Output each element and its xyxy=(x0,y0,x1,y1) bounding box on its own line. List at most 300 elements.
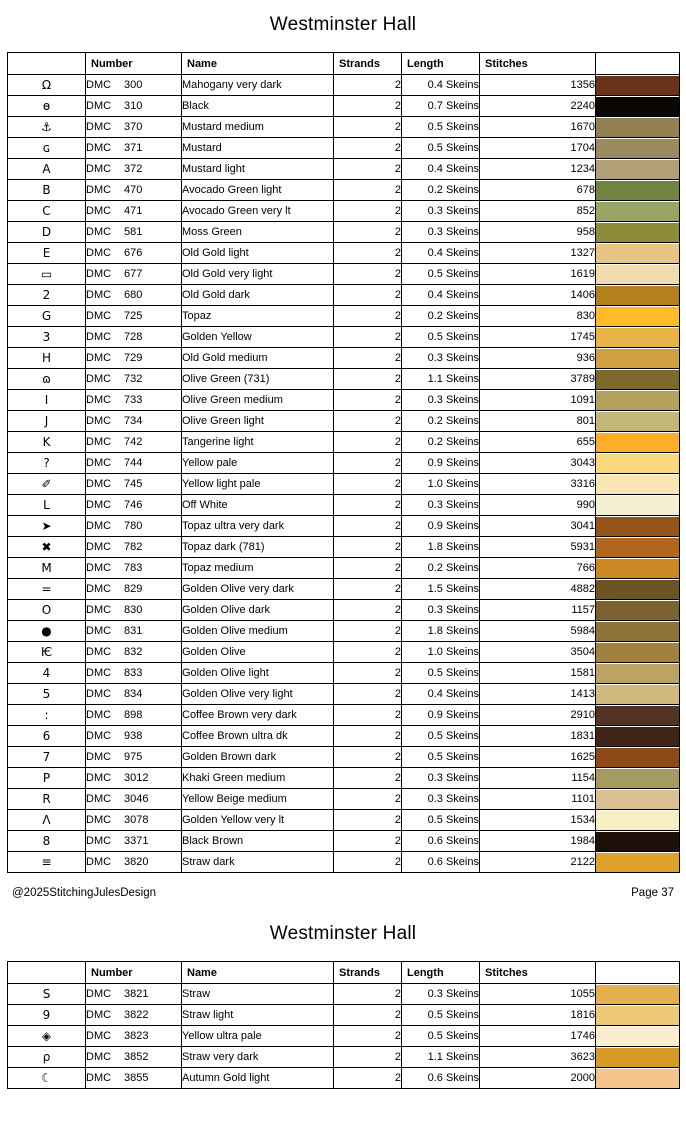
brand-label: DMC xyxy=(86,1030,112,1042)
color-swatch-cell xyxy=(596,411,680,432)
strands-cell: 2 xyxy=(334,285,402,306)
length-cell: 0.6 Skeins xyxy=(402,1068,480,1089)
number-cell xyxy=(86,558,182,579)
strands-cell: 2 xyxy=(334,1068,402,1089)
length-cell: 0.5 Skeins xyxy=(402,1005,480,1026)
symbol-cell: 3 xyxy=(8,327,86,348)
table-row xyxy=(8,747,680,768)
color-name-cell: Topaz dark (781) xyxy=(182,537,334,558)
stitches-cell: 1154 xyxy=(480,768,596,789)
number-cell xyxy=(86,306,182,327)
length-cell: 1.1 Skeins xyxy=(402,369,480,390)
color-swatch xyxy=(596,1048,679,1067)
symbol-cell: ≡ xyxy=(8,852,86,873)
column-header-number: Number xyxy=(86,962,182,984)
length-cell: 0.3 Skeins xyxy=(402,768,480,789)
table-row xyxy=(8,831,680,852)
table-row xyxy=(8,411,680,432)
number-cell xyxy=(86,1068,182,1089)
symbol-cell: ɢ xyxy=(8,138,86,159)
strands-cell: 2 xyxy=(334,558,402,579)
code-label: 733 xyxy=(124,394,143,406)
symbol-cell: ρ xyxy=(8,1047,86,1068)
symbol-cell: E xyxy=(8,243,86,264)
number-cell xyxy=(86,432,182,453)
strands-cell: 2 xyxy=(334,96,402,117)
stitches-cell: 1619 xyxy=(480,264,596,285)
symbol-cell: G xyxy=(8,306,86,327)
strands-cell: 2 xyxy=(334,306,402,327)
brand-label: DMC xyxy=(86,331,112,343)
strands-cell: 2 xyxy=(334,663,402,684)
document-page xyxy=(0,909,686,1103)
table-row xyxy=(8,453,680,474)
code-label: 470 xyxy=(124,184,143,196)
color-swatch-cell xyxy=(596,789,680,810)
length-cell: 0.6 Skeins xyxy=(402,852,480,873)
color-swatch xyxy=(596,748,679,767)
number-cell xyxy=(86,852,182,873)
page-spacer xyxy=(0,1089,686,1103)
number-cell xyxy=(86,600,182,621)
length-cell: 0.5 Skeins xyxy=(402,810,480,831)
table-row xyxy=(8,348,680,369)
strands-cell: 2 xyxy=(334,327,402,348)
stitches-cell: 1670 xyxy=(480,117,596,138)
color-swatch-cell xyxy=(596,705,680,726)
table-row xyxy=(8,684,680,705)
length-cell: 1.5 Skeins xyxy=(402,579,480,600)
color-swatch xyxy=(596,244,679,263)
length-cell: 0.2 Skeins xyxy=(402,180,480,201)
stitches-cell: 2122 xyxy=(480,852,596,873)
code-label: 725 xyxy=(124,310,143,322)
code-label: 728 xyxy=(124,331,143,343)
number-cell xyxy=(86,180,182,201)
color-swatch xyxy=(596,832,679,851)
table-row xyxy=(8,222,680,243)
column-header-stitches: Stitches xyxy=(480,53,596,75)
code-label: 744 xyxy=(124,457,143,469)
table-row xyxy=(8,1026,680,1047)
code-label: 783 xyxy=(124,562,143,574)
number-cell xyxy=(86,810,182,831)
color-swatch-cell xyxy=(596,1026,680,1047)
code-label: 371 xyxy=(124,142,143,154)
color-name-cell: Mustard light xyxy=(182,159,334,180)
color-swatch xyxy=(596,664,679,683)
column-header-stitches: Stitches xyxy=(480,962,596,984)
color-swatch xyxy=(596,685,679,704)
brand-label: DMC xyxy=(86,436,112,448)
color-swatch xyxy=(596,370,679,389)
color-name-cell: Coffee Brown very dark xyxy=(182,705,334,726)
stitches-cell: 3623 xyxy=(480,1047,596,1068)
strands-cell: 2 xyxy=(334,138,402,159)
stitches-cell: 801 xyxy=(480,411,596,432)
length-cell: 0.5 Skeins xyxy=(402,1026,480,1047)
column-header-length: Length xyxy=(402,53,480,75)
strands-cell: 2 xyxy=(334,831,402,852)
color-swatch xyxy=(596,433,679,452)
table-row xyxy=(8,516,680,537)
number-cell xyxy=(86,684,182,705)
symbol-cell: 8 xyxy=(8,831,86,852)
color-swatch xyxy=(596,643,679,662)
strands-cell: 2 xyxy=(334,159,402,180)
length-cell: 0.3 Skeins xyxy=(402,348,480,369)
strands-cell: 2 xyxy=(334,432,402,453)
table-row xyxy=(8,1068,680,1089)
length-cell: 0.3 Skeins xyxy=(402,495,480,516)
code-label: 829 xyxy=(124,583,143,595)
symbol-cell: ɷ xyxy=(8,369,86,390)
color-swatch xyxy=(596,727,679,746)
strands-cell: 2 xyxy=(334,1047,402,1068)
column-header-swatch xyxy=(596,962,680,984)
table-row xyxy=(8,264,680,285)
table-row xyxy=(8,600,680,621)
stitches-cell: 1581 xyxy=(480,663,596,684)
table-row xyxy=(8,159,680,180)
stitches-cell: 852 xyxy=(480,201,596,222)
stitches-cell: 1101 xyxy=(480,789,596,810)
number-cell xyxy=(86,516,182,537)
number-cell xyxy=(86,537,182,558)
strands-cell: 2 xyxy=(334,726,402,747)
code-label: 3823 xyxy=(124,1030,149,1042)
brand-label: DMC xyxy=(86,856,112,868)
column-header-number: Number xyxy=(86,53,182,75)
color-swatch-cell xyxy=(596,768,680,789)
color-swatch xyxy=(596,454,679,473)
code-label: 746 xyxy=(124,499,143,511)
color-swatch-cell xyxy=(596,117,680,138)
color-name-cell: Yellow Beige medium xyxy=(182,789,334,810)
color-swatch-cell xyxy=(596,159,680,180)
color-swatch-cell xyxy=(596,537,680,558)
column-header-strands: Strands xyxy=(334,53,402,75)
number-cell xyxy=(86,726,182,747)
color-name-cell: Mahogany very dark xyxy=(182,75,334,96)
number-cell xyxy=(86,1047,182,1068)
color-name-cell: Golden Yellow xyxy=(182,327,334,348)
table-row xyxy=(8,663,680,684)
stitches-cell: 1413 xyxy=(480,684,596,705)
symbol-cell: M xyxy=(8,558,86,579)
strands-cell: 2 xyxy=(334,243,402,264)
floss-table xyxy=(7,961,680,1089)
color-name-cell: Straw xyxy=(182,984,334,1005)
symbol-cell: : xyxy=(8,705,86,726)
strands-cell: 2 xyxy=(334,348,402,369)
color-name-cell: Topaz ultra very dark xyxy=(182,516,334,537)
symbol-cell: ✖ xyxy=(8,537,86,558)
color-swatch xyxy=(596,601,679,620)
color-swatch xyxy=(596,706,679,725)
brand-label: DMC xyxy=(86,772,112,784)
page-footer xyxy=(0,873,686,909)
color-name-cell: Topaz medium xyxy=(182,558,334,579)
strands-cell: 2 xyxy=(334,180,402,201)
color-name-cell: Golden Olive very light xyxy=(182,684,334,705)
symbol-cell: J xyxy=(8,411,86,432)
stitches-cell: 1406 xyxy=(480,285,596,306)
number-cell xyxy=(86,663,182,684)
table-row xyxy=(8,789,680,810)
table-row xyxy=(8,1047,680,1068)
color-swatch xyxy=(596,1027,679,1046)
brand-label: DMC xyxy=(86,751,112,763)
length-cell: 0.4 Skeins xyxy=(402,243,480,264)
color-name-cell: Topaz xyxy=(182,306,334,327)
stitches-cell: 1745 xyxy=(480,327,596,348)
footer-copyright: @2025StitchingJulesDesign xyxy=(12,887,157,899)
code-label: 831 xyxy=(124,625,143,637)
color-name-cell: Golden Yellow very lt xyxy=(182,810,334,831)
code-label: 898 xyxy=(124,709,143,721)
color-swatch-cell xyxy=(596,642,680,663)
color-name-cell: Old Gold medium xyxy=(182,348,334,369)
table-row xyxy=(8,243,680,264)
stitches-cell: 1625 xyxy=(480,747,596,768)
strands-cell: 2 xyxy=(334,768,402,789)
symbol-cell: Ѥ xyxy=(8,642,86,663)
color-name-cell: Mustard xyxy=(182,138,334,159)
color-swatch xyxy=(596,853,679,872)
brand-label: DMC xyxy=(86,184,112,196)
symbol-cell: D xyxy=(8,222,86,243)
color-name-cell: Autumn Gold light xyxy=(182,1068,334,1089)
color-swatch-cell xyxy=(596,201,680,222)
table-header-row xyxy=(8,962,680,984)
strands-cell: 2 xyxy=(334,516,402,537)
code-label: 745 xyxy=(124,478,143,490)
symbol-cell: 9 xyxy=(8,1005,86,1026)
strands-cell: 2 xyxy=(334,684,402,705)
color-swatch-cell xyxy=(596,243,680,264)
code-label: 677 xyxy=(124,268,143,280)
color-swatch xyxy=(596,265,679,284)
color-name-cell: Avocado Green light xyxy=(182,180,334,201)
strands-cell: 2 xyxy=(334,579,402,600)
color-swatch-cell xyxy=(596,831,680,852)
symbol-cell: ● xyxy=(8,621,86,642)
code-label: 372 xyxy=(124,163,143,175)
code-label: 3855 xyxy=(124,1072,149,1084)
table-row xyxy=(8,579,680,600)
brand-label: DMC xyxy=(86,268,112,280)
code-label: 833 xyxy=(124,667,143,679)
color-swatch xyxy=(596,622,679,641)
table-row xyxy=(8,432,680,453)
brand-label: DMC xyxy=(86,310,112,322)
table-row xyxy=(8,390,680,411)
color-name-cell: Mustard medium xyxy=(182,117,334,138)
table-row xyxy=(8,642,680,663)
color-swatch-cell xyxy=(596,726,680,747)
column-header-symbol xyxy=(8,962,86,984)
length-cell: 0.9 Skeins xyxy=(402,453,480,474)
symbol-cell: L xyxy=(8,495,86,516)
stitches-cell: 5931 xyxy=(480,537,596,558)
table-row xyxy=(8,306,680,327)
color-name-cell: Golden Olive xyxy=(182,642,334,663)
brand-label: DMC xyxy=(86,688,112,700)
stitches-cell: 1327 xyxy=(480,243,596,264)
color-swatch xyxy=(596,1069,679,1088)
stitches-cell: 1157 xyxy=(480,600,596,621)
brand-label: DMC xyxy=(86,562,112,574)
length-cell: 0.4 Skeins xyxy=(402,285,480,306)
color-name-cell: Yellow ultra pale xyxy=(182,1026,334,1047)
length-cell: 0.4 Skeins xyxy=(402,75,480,96)
color-swatch-cell xyxy=(596,1005,680,1026)
stitches-cell: 3789 xyxy=(480,369,596,390)
length-cell: 1.0 Skeins xyxy=(402,474,480,495)
stitches-cell: 3043 xyxy=(480,453,596,474)
color-name-cell: Golden Olive light xyxy=(182,663,334,684)
number-cell xyxy=(86,768,182,789)
stitches-cell: 1091 xyxy=(480,390,596,411)
page-title: Westminster Hall xyxy=(269,14,417,35)
brand-label: DMC xyxy=(86,520,112,532)
length-cell: 0.5 Skeins xyxy=(402,138,480,159)
brand-label: DMC xyxy=(86,604,112,616)
brand-label: DMC xyxy=(86,142,112,154)
color-swatch-cell xyxy=(596,747,680,768)
stitches-cell: 678 xyxy=(480,180,596,201)
number-cell xyxy=(86,201,182,222)
number-cell xyxy=(86,348,182,369)
number-cell xyxy=(86,285,182,306)
table-row xyxy=(8,369,680,390)
color-name-cell: Olive Green (731) xyxy=(182,369,334,390)
number-cell xyxy=(86,222,182,243)
table-row xyxy=(8,180,680,201)
brand-label: DMC xyxy=(86,583,112,595)
brand-label: DMC xyxy=(86,988,112,1000)
column-header-name: Name xyxy=(182,962,334,984)
color-swatch xyxy=(596,223,679,242)
number-cell xyxy=(86,621,182,642)
code-label: 3012 xyxy=(124,772,149,784)
color-swatch xyxy=(596,349,679,368)
color-swatch xyxy=(596,286,679,305)
color-swatch xyxy=(596,202,679,221)
length-cell: 0.4 Skeins xyxy=(402,684,480,705)
brand-label: DMC xyxy=(86,205,112,217)
stitches-cell: 766 xyxy=(480,558,596,579)
color-swatch xyxy=(596,412,679,431)
strands-cell: 2 xyxy=(334,600,402,621)
symbol-cell: ▭ xyxy=(8,264,86,285)
symbol-cell: B xyxy=(8,180,86,201)
brand-label: DMC xyxy=(86,289,112,301)
length-cell: 0.2 Skeins xyxy=(402,432,480,453)
code-label: 471 xyxy=(124,205,143,217)
color-swatch xyxy=(596,160,679,179)
color-name-cell: Tangerine light xyxy=(182,432,334,453)
color-swatch xyxy=(596,118,679,137)
color-swatch-cell xyxy=(596,222,680,243)
brand-label: DMC xyxy=(86,709,112,721)
color-name-cell: Off White xyxy=(182,495,334,516)
color-name-cell: Old Gold dark xyxy=(182,285,334,306)
code-label: 3852 xyxy=(124,1051,149,1063)
strands-cell: 2 xyxy=(334,453,402,474)
length-cell: 0.3 Skeins xyxy=(402,201,480,222)
table-row xyxy=(8,621,680,642)
color-name-cell: Straw dark xyxy=(182,852,334,873)
stitches-cell: 5984 xyxy=(480,621,596,642)
stitches-cell: 2000 xyxy=(480,1068,596,1089)
strands-cell: 2 xyxy=(334,642,402,663)
number-cell xyxy=(86,984,182,1005)
column-header-strands: Strands xyxy=(334,962,402,984)
color-swatch xyxy=(596,139,679,158)
strands-cell: 2 xyxy=(334,264,402,285)
number-cell xyxy=(86,495,182,516)
color-swatch-cell xyxy=(596,348,680,369)
number-cell xyxy=(86,243,182,264)
color-name-cell: Straw light xyxy=(182,1005,334,1026)
symbol-cell: 2 xyxy=(8,285,86,306)
brand-label: DMC xyxy=(86,478,112,490)
number-cell xyxy=(86,411,182,432)
brand-label: DMC xyxy=(86,814,112,826)
color-swatch xyxy=(596,538,679,557)
length-cell: 0.9 Skeins xyxy=(402,705,480,726)
table-row xyxy=(8,705,680,726)
symbol-cell: ➤ xyxy=(8,516,86,537)
length-cell: 0.2 Skeins xyxy=(402,411,480,432)
color-swatch-cell xyxy=(596,579,680,600)
brand-label: DMC xyxy=(86,79,112,91)
stitches-cell: 1534 xyxy=(480,810,596,831)
number-cell xyxy=(86,369,182,390)
number-cell xyxy=(86,474,182,495)
number-cell xyxy=(86,642,182,663)
code-label: 370 xyxy=(124,121,143,133)
color-name-cell: Yellow pale xyxy=(182,453,334,474)
color-name-cell: Olive Green medium xyxy=(182,390,334,411)
brand-label: DMC xyxy=(86,247,112,259)
strands-cell: 2 xyxy=(334,411,402,432)
strands-cell: 2 xyxy=(334,1005,402,1026)
number-cell xyxy=(86,579,182,600)
color-swatch-cell xyxy=(596,453,680,474)
length-cell: 1.8 Skeins xyxy=(402,621,480,642)
color-swatch xyxy=(596,391,679,410)
color-swatch xyxy=(596,496,679,515)
length-cell: 0.3 Skeins xyxy=(402,222,480,243)
stitches-cell: 1816 xyxy=(480,1005,596,1026)
symbol-cell: A xyxy=(8,159,86,180)
length-cell: 0.5 Skeins xyxy=(402,264,480,285)
symbol-cell: H xyxy=(8,348,86,369)
symbol-cell: = xyxy=(8,579,86,600)
table-row xyxy=(8,75,680,96)
number-cell xyxy=(86,453,182,474)
brand-label: DMC xyxy=(86,1072,112,1084)
column-header-symbol xyxy=(8,53,86,75)
length-cell: 1.8 Skeins xyxy=(402,537,480,558)
code-label: 832 xyxy=(124,646,143,658)
table-row xyxy=(8,768,680,789)
number-cell xyxy=(86,1005,182,1026)
code-label: 834 xyxy=(124,688,143,700)
